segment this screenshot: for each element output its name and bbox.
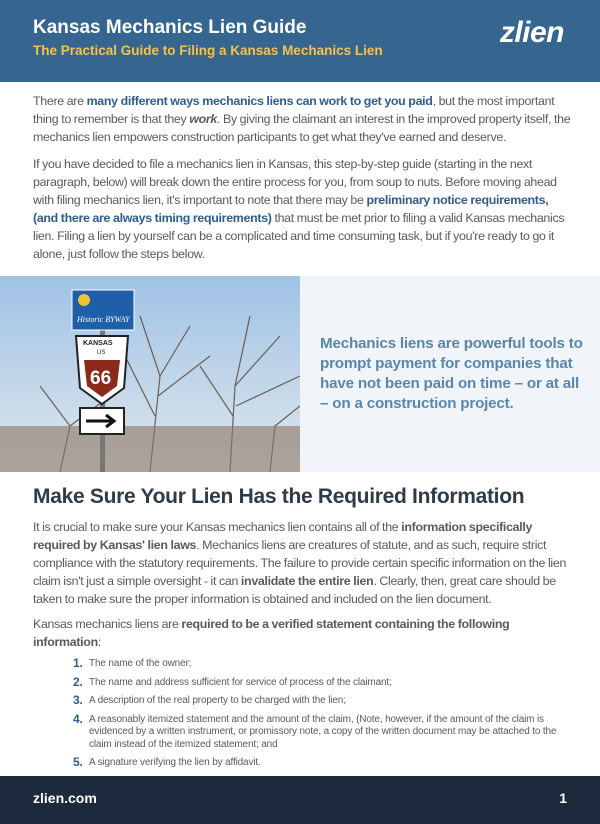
callout-quote: Mechanics liens are powerful tools to prompt payment for companies that have not been paid on time – or at all – on a construction project. xyxy=(320,335,583,412)
sign-number: 66 xyxy=(90,368,112,389)
list-item xyxy=(73,674,570,690)
item-text: The name of the owner; xyxy=(89,658,192,669)
item-number: 3. xyxy=(73,693,83,707)
route-66-sign-photo xyxy=(0,276,300,472)
footer-site-link[interactable]: zlien.com xyxy=(33,789,97,806)
intro-paragraph-1 xyxy=(33,92,573,146)
sign-text: Historic BYWAY xyxy=(77,315,130,324)
item-number: 1. xyxy=(73,656,83,670)
item-number: 5. xyxy=(73,755,83,769)
zlien-logo: zlien xyxy=(499,16,564,49)
list-item xyxy=(75,757,570,770)
list-item xyxy=(73,711,570,752)
item-text: A signature verifying the lien by affidavit. xyxy=(89,757,261,768)
list-item xyxy=(75,658,570,671)
text: that must be met prior to filing a valid Kansas mechanics lien. Filing a lien by yourself can be a complicated and time consuming task, but if you're ready to go it alone, just follow the steps below. xyxy=(33,211,565,261)
page-footer xyxy=(0,776,600,824)
link-text[interactable]: preliminary notice requirements, (and there are always timing requirements) xyxy=(33,193,549,225)
section-paragraph-1 xyxy=(33,518,573,608)
sign-us: US xyxy=(97,350,106,356)
bold-text: required to be a verified statement containing the following information xyxy=(33,617,510,649)
callout-panel xyxy=(300,276,600,472)
photo-callout-row xyxy=(0,276,600,472)
bold-text: information specifically required by Kansas' lien laws xyxy=(33,520,533,552)
intro-paragraph-2 xyxy=(33,155,573,263)
text: . By giving the claimant an interest in the improved property itself, the mechanics lien empowers construction participants to get what they've earned and deserve. xyxy=(33,112,571,144)
requirements-list xyxy=(75,658,570,770)
bold-text: invalidate the entire lien xyxy=(240,574,374,588)
text: : xyxy=(97,635,101,649)
sign-state: KANSAS xyxy=(83,340,113,347)
text: It is crucial to make sure your Kansas mechanics lien contains all of the xyxy=(33,520,402,534)
text: Kansas mechanics liens are xyxy=(33,617,182,631)
item-text: A reasonably itemized statement and the amount of the claim, (Note, however, if the amount of the claim is evidenced by a written instrument, or promissory note, a copy of the written document may be attached to the claim instead of the itemized statement; and xyxy=(89,713,557,750)
text: If you have decided to file a mechanics lien in Kansas, this step-by-step guide (starting in the next paragraph, below) will break down the entire process for you, from soup to nuts. Before moving ahead with filing mechanics lien, it's important to note that there may be xyxy=(33,157,557,207)
section-paragraph-2 xyxy=(33,615,573,651)
section-heading: Make Sure Your Lien Has the Required Information xyxy=(33,485,525,508)
item-text: The name and address sufficient for service of process of the claimant; xyxy=(89,676,392,688)
item-number: 4. xyxy=(73,711,83,726)
doc-title: Kansas Mechanics Lien Guide xyxy=(33,17,307,38)
link-text[interactable]: many different ways mechanics liens can work to get you paid xyxy=(86,94,433,108)
item-text: A description of the real property to be charged with the lien; xyxy=(89,695,346,706)
emphasis: work xyxy=(189,112,217,126)
item-number: 2. xyxy=(73,674,83,689)
page-number: 1 xyxy=(559,789,567,806)
required-info-section xyxy=(0,472,600,776)
doc-subtitle: The Practical Guide to Filing a Kansas Mechanics Lien xyxy=(33,43,383,58)
text: . Mechanics liens are creatures of statute, and as such, require strict compliance with the statutory requirements. The failure to provide certain specific information on the lien claim isn't just a simple oversight - it can xyxy=(33,538,567,588)
text: There are xyxy=(33,94,87,108)
intro-section xyxy=(0,82,600,272)
text: . Clearly, then, great care should be taken to make sure the proper information is obtained and included on the lien document. xyxy=(33,574,556,606)
list-item xyxy=(75,695,570,708)
text: , but the most important thing to remember is that they xyxy=(33,94,555,126)
page-header xyxy=(0,0,600,82)
